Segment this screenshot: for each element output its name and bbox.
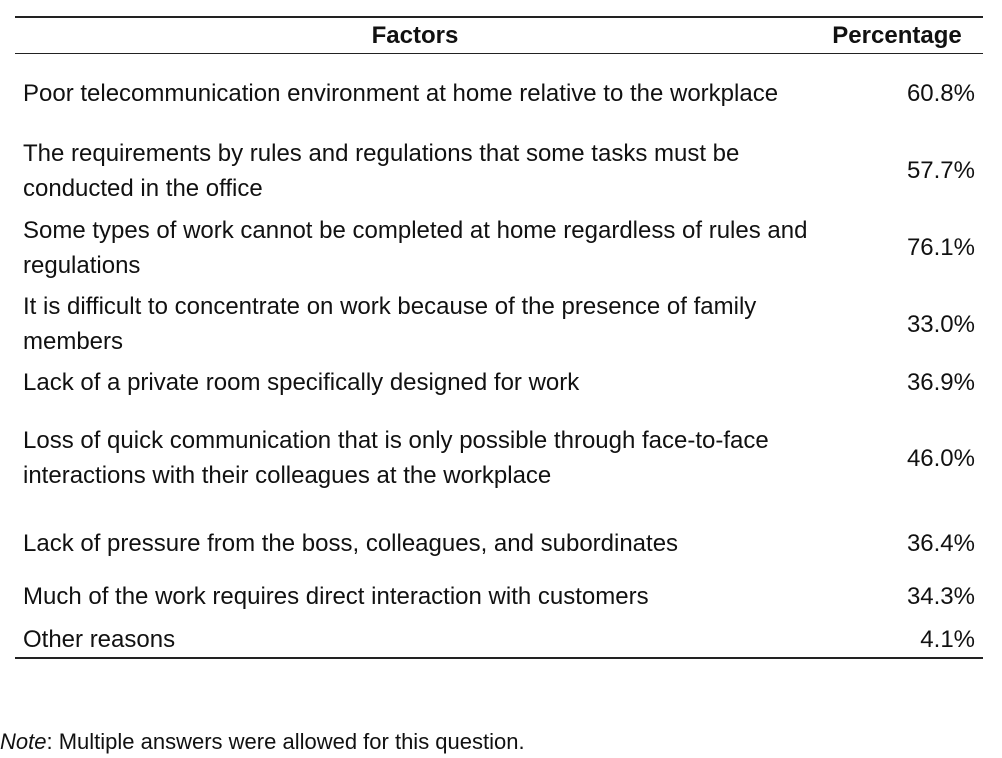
table-row bbox=[15, 209, 983, 286]
percentage-cell: 36.9% bbox=[906, 368, 975, 396]
table-row bbox=[15, 572, 983, 621]
factor-cell: Poor telecommunication environment at home relative to the workplace bbox=[23, 79, 779, 107]
factor-cell: Lack of a private room specifically designed for work bbox=[23, 368, 580, 396]
table-bottom-rule bbox=[15, 657, 983, 659]
table-row bbox=[15, 54, 983, 132]
factor-cell: Lack of pressure from the boss, colleagues, and subordinates bbox=[23, 529, 679, 557]
note-label: Note bbox=[0, 729, 47, 754]
factor-cell: Loss of quick communication that is only possible through face-to-face interactions with their colleagues at the workplace bbox=[23, 427, 769, 489]
percentage-cell: 60.8% bbox=[906, 79, 975, 107]
table-row bbox=[15, 402, 983, 514]
percentage-cell: 4.1% bbox=[920, 625, 975, 653]
percentage-cell: 36.4% bbox=[906, 529, 975, 557]
factors-table bbox=[15, 16, 983, 659]
note-text: : Multiple answers were allowed for this question. bbox=[46, 729, 525, 754]
table-header-row bbox=[15, 18, 983, 53]
table-row bbox=[15, 132, 983, 209]
factor-cell: Some types of work cannot be completed at home regardless of rules and regulations bbox=[23, 216, 808, 279]
table-note bbox=[0, 728, 525, 756]
percentage-cell: 76.1% bbox=[906, 234, 975, 261]
factor-cell: Much of the work requires direct interaction with customers bbox=[23, 583, 649, 610]
header-factors: Factors bbox=[371, 21, 459, 49]
factor-cell: It is difficult to concentrate on work because of the presence of family members bbox=[23, 293, 757, 355]
percentage-cell: 57.7% bbox=[906, 157, 975, 184]
factor-cell: The requirements by rules and regulations that some tasks must be conducted in the office bbox=[23, 139, 740, 202]
percentage-cell: 34.3% bbox=[906, 583, 975, 610]
factor-cell: Other reasons bbox=[23, 625, 176, 653]
header-percentage: Percentage bbox=[832, 21, 962, 49]
table-row bbox=[15, 286, 983, 362]
percentage-cell: 46.0% bbox=[906, 444, 975, 472]
percentage-cell: 33.0% bbox=[906, 310, 975, 338]
table-row bbox=[15, 514, 983, 572]
table-row bbox=[15, 621, 983, 657]
table-row bbox=[15, 362, 983, 402]
